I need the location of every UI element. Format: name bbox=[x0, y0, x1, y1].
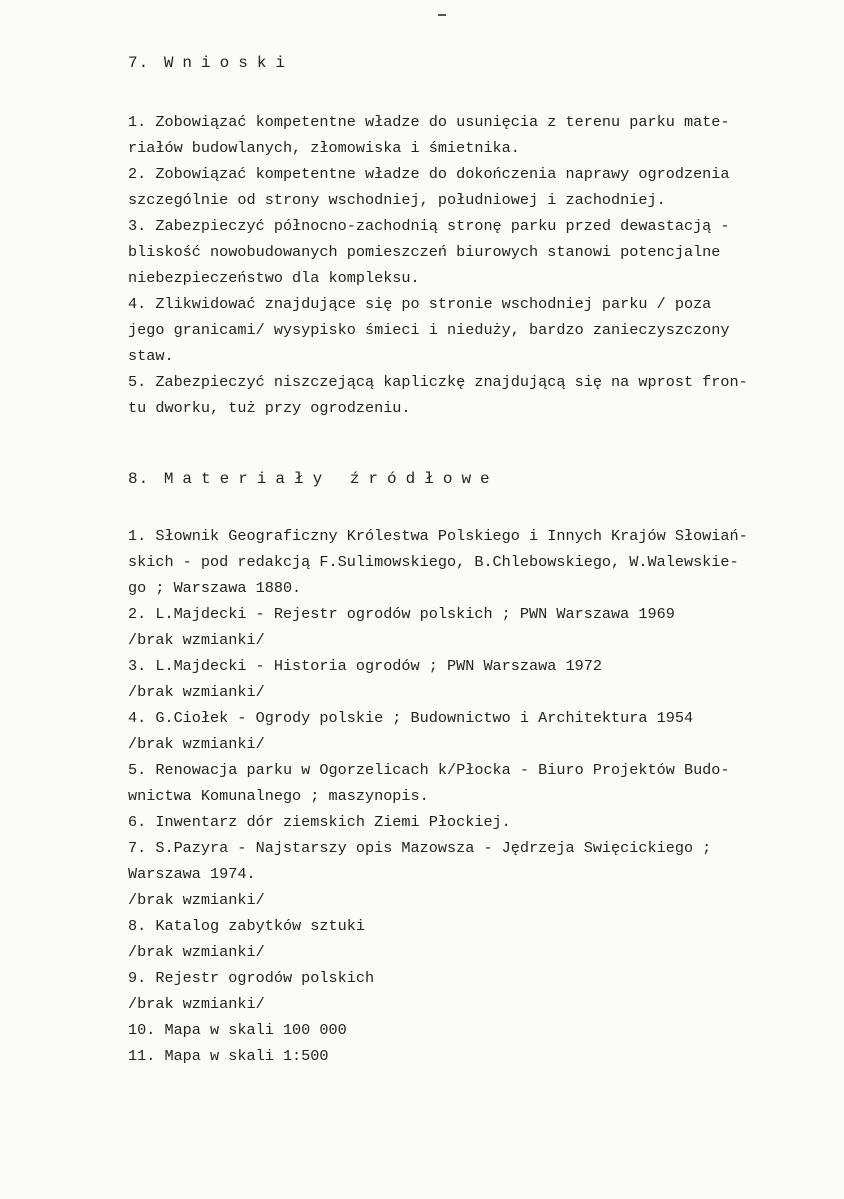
section-8-heading bbox=[128, 470, 499, 488]
section-8-line: /brak wzmianki/ bbox=[128, 631, 265, 649]
section-7-line: bliskość nowobudowanych pomieszczeń biurowych stanowi potencjalne bbox=[128, 243, 721, 261]
section-8-line: 11. Mapa w skali 1:500 bbox=[128, 1047, 329, 1065]
section-8-line: 8. Katalog zabytków sztuki bbox=[128, 917, 365, 935]
section-8-line: 9. Rejestr ogrodów polskich bbox=[128, 969, 375, 987]
section-8-line: /brak wzmianki/ bbox=[128, 735, 265, 753]
section-8-line: 5. Renowacja parku w Ogorzelicach k/Płocka - Biuro Projektów Budo- bbox=[128, 761, 730, 779]
section-8-number: 8. bbox=[128, 470, 150, 488]
section-7-heading bbox=[128, 54, 294, 72]
section-7-line: 3. Zabezpieczyć północno-zachodnią stronę parku przed dewastacją - bbox=[128, 217, 730, 235]
section-8-line: /brak wzmianki/ bbox=[128, 995, 265, 1013]
section-8-line: 1. Słownik Geograficzny Królestwa Polskiego i Innych Krajów Słowiań- bbox=[128, 527, 748, 545]
section-7-line: riałów budowlanych, złomowiska i śmietnika. bbox=[128, 139, 520, 157]
scan-mark bbox=[438, 14, 446, 16]
section-7-line: staw. bbox=[128, 347, 174, 365]
section-7-line: szczególnie od strony wschodniej, południowej i zachodniej. bbox=[128, 191, 666, 209]
section-8-line: 10. Mapa w skali 100 000 bbox=[128, 1021, 347, 1039]
section-8-line: /brak wzmianki/ bbox=[128, 891, 265, 909]
section-8-line: 6. Inwentarz dór ziemskich Ziemi Płockiej. bbox=[128, 813, 511, 831]
section-8-line: /brak wzmianki/ bbox=[128, 683, 265, 701]
section-7-line: 5. Zabezpieczyć niszczejącą kapliczkę znajdującą się na wprost fron- bbox=[128, 373, 748, 391]
section-8-line: Warszawa 1974. bbox=[128, 865, 256, 883]
section-8-line: skich - pod redakcją F.Sulimowskiego, B.Chlebowskiego, W.Walewskie- bbox=[128, 553, 739, 571]
section-8-line: 2. L.Majdecki - Rejestr ogrodów polskich ; PWN Warszawa 1969 bbox=[128, 605, 675, 623]
section-8-line: 7. S.Pazyra - Najstarszy opis Mazowsza - Jędrzeja Swięcickiego ; bbox=[128, 839, 712, 857]
section-7-line: 1. Zobowiązać kompetentne władze do usunięcia z terenu parku mate- bbox=[128, 113, 730, 131]
section-7-line: tu dworku, tuż przy ogrodzeniu. bbox=[128, 399, 411, 417]
section-7-line: niebezpieczeństwo dla kompleksu. bbox=[128, 269, 420, 287]
section-8-title: Materiały źródłowe bbox=[163, 470, 499, 488]
section-8-line: wnictwa Komunalnego ; maszynopis. bbox=[128, 787, 429, 805]
section-7-line: 4. Zlikwidować znajdujące się po stronie wschodniej parku / poza bbox=[128, 295, 712, 313]
section-8-line: go ; Warszawa 1880. bbox=[128, 579, 302, 597]
section-7-number: 7. bbox=[128, 54, 150, 72]
section-8-line: 3. L.Majdecki - Historia ogrodów ; PWN Warszawa 1972 bbox=[128, 657, 602, 675]
section-7-line: 2. Zobowiązać kompetentne władze do dokończenia naprawy ogrodzenia bbox=[128, 165, 730, 183]
section-8-line: /brak wzmianki/ bbox=[128, 943, 265, 961]
section-7-title: Wnioski bbox=[163, 54, 295, 72]
section-7-line: jego granicami/ wysypisko śmieci i nieduży, bardzo zanieczyszczony bbox=[128, 321, 730, 339]
section-8-line: 4. G.Ciołek - Ogrody polskie ; Budownictwo i Architektura 1954 bbox=[128, 709, 694, 727]
